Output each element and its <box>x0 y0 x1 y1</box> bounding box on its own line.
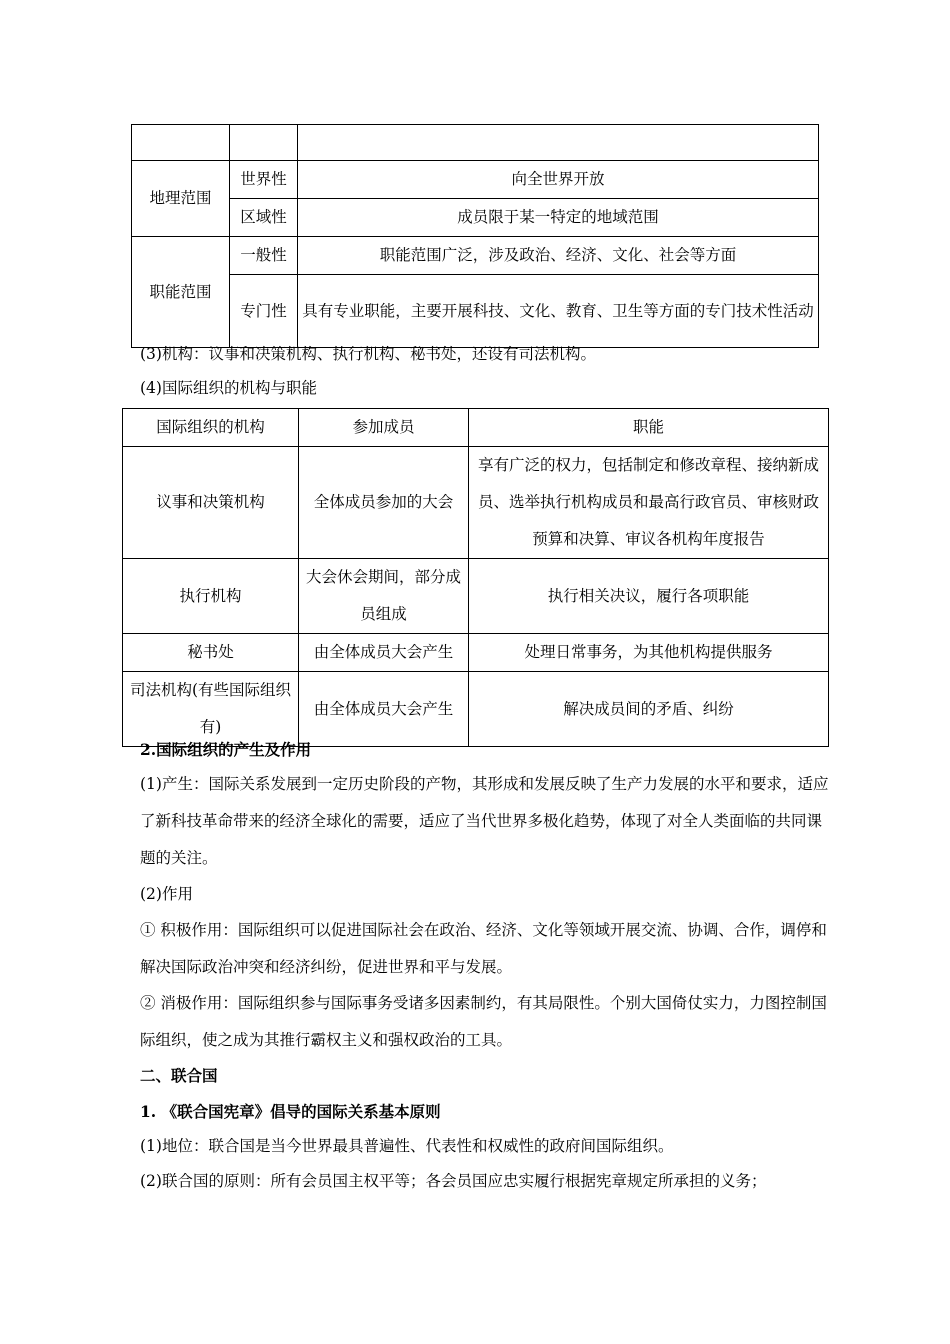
table-row <box>132 125 819 161</box>
function-cell: 处理日常事务，为其他机构提供服务 <box>469 634 829 672</box>
paragraph-organs-functions: (4)国际组织的机构与职能 <box>140 379 317 397</box>
organs-table <box>122 408 829 747</box>
table-cell <box>298 125 819 161</box>
paragraph-status: (1)地位：联合国是当今世界最具普遍性、代表性和权威性的政府间国际组织。 <box>140 1137 674 1155</box>
members-cell: 由全体成员大会产生 <box>299 672 469 747</box>
organ-cell: 执行机构 <box>123 559 299 634</box>
type-cell: 专门性 <box>230 275 298 348</box>
organ-cell: 秘书处 <box>123 634 299 672</box>
column-header: 职能 <box>469 409 829 447</box>
type-cell: 世界性 <box>230 161 298 199</box>
group-label-function: 职能范围 <box>132 237 230 348</box>
paragraph-positive-role: ① 积极作用：国际组织可以促进国际社会在政治、经济、文化等领域开展交流、协调、合作，调停和解决国际政治冲突和经济纠纷，促进世界和平与发展。 <box>140 921 827 976</box>
desc-cell: 向全世界开放 <box>298 161 819 199</box>
type-cell: 一般性 <box>230 237 298 275</box>
paragraph-principles: (2)联合国的原则：所有会员国主权平等；各会员国应忠实履行根据宪章规定所承担的义务； <box>140 1172 767 1190</box>
table-row <box>123 447 829 559</box>
members-cell: 全体成员参加的大会 <box>299 447 469 559</box>
paragraph-organs: (3)机构：议事和决策机构、执行机构、秘书处，还设有司法机构。 <box>140 345 596 363</box>
column-header: 参加成员 <box>299 409 469 447</box>
members-cell: 大会休会期间，部分成员组成 <box>299 559 469 634</box>
paragraph-origin: (1)产生：国际关系发展到一定历史阶段的产物，其形成和发展反映了生产力发展的水平和要求，适应了新科技革命带来的经济全球化的需要，适应了当代世界多极化趋势，体现了对全人类面临的共同课题的关注。 <box>140 775 829 867</box>
desc-cell: 具有专业职能，主要开展科技、文化、教育、卫生等方面的专门技术性活动 <box>298 275 819 348</box>
type-cell: 区域性 <box>230 199 298 237</box>
table-row <box>132 199 819 237</box>
table-cell <box>132 125 230 161</box>
table-row <box>132 237 819 275</box>
heading-united-nations: 二、联合国 <box>140 1066 218 1085</box>
heading-charter-principles: 1. 《联合国宪章》倡导的国际关系基本原则 <box>140 1102 441 1121</box>
desc-cell: 职能范围广泛，涉及政治、经济、文化、社会等方面 <box>298 237 819 275</box>
scope-table <box>131 124 819 348</box>
table-cell <box>230 125 298 161</box>
table-row <box>132 161 819 199</box>
desc-cell: 成员限于某一特定的地域范围 <box>298 199 819 237</box>
paragraph-role: (2)作用 <box>140 885 193 903</box>
paragraph-negative-role: ② 消极作用：国际组织参与国际事务受诸多因素制约，有其局限性。个别大国倚仗实力，力图控制国际组织，使之成为其推行霸权主义和强权政治的工具。 <box>140 994 827 1049</box>
function-cell: 解决成员间的矛盾、纠纷 <box>469 672 829 747</box>
organ-cell: 司法机构(有些国际组织有) <box>123 672 299 747</box>
column-header: 国际组织的机构 <box>123 409 299 447</box>
organ-cell: 议事和决策机构 <box>123 447 299 559</box>
group-label-geo: 地理范围 <box>132 161 230 237</box>
table-row <box>123 634 829 672</box>
members-cell: 由全体成员大会产生 <box>299 634 469 672</box>
heading-origin-role: 2.国际组织的产生及作用 <box>140 740 312 759</box>
function-cell: 享有广泛的权力，包括制定和修改章程、接纳新成员、选举执行机构成员和最高行政官员、审核财政预算和决算、审议各机构年度报告 <box>469 447 829 559</box>
table-header-row <box>123 409 829 447</box>
table-row <box>123 559 829 634</box>
function-cell: 执行相关决议，履行各项职能 <box>469 559 829 634</box>
